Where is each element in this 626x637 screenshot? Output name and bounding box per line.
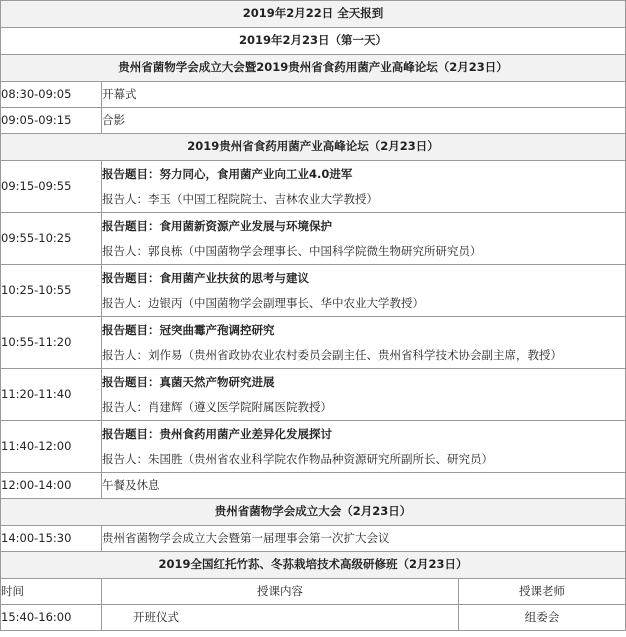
day-one-header: 2019年2月23日（第一天） bbox=[1, 28, 626, 55]
report-title: 报告题目：贵州食药用菌产业差异化发展探讨 bbox=[102, 426, 332, 441]
report-cell bbox=[102, 317, 626, 369]
report-row bbox=[1, 213, 626, 265]
time-cell: 09:55-10:25 bbox=[1, 213, 102, 265]
time-cell: 10:55-11:20 bbox=[1, 317, 102, 369]
report-cell bbox=[102, 213, 626, 265]
content-cell: 开幕式 bbox=[102, 82, 626, 108]
report-title: 报告题目：努力同心，食用菌产业向工业4.0进军 bbox=[102, 166, 353, 181]
forum-opening-header: 贵州省菌物学会成立大会暨2019贵州省食药用菌产业高峰论坛（2月23日） bbox=[1, 55, 626, 82]
time-cell: 12:00-14:00 bbox=[1, 473, 102, 499]
report-title: 报告题目：食用菌新资源产业发展与环境保护 bbox=[102, 218, 332, 233]
content-cell: 开班仪式 bbox=[102, 605, 459, 631]
society-header: 贵州省菌物学会成立大会（2月23日） bbox=[1, 499, 626, 526]
time-cell: 09:05-09:15 bbox=[1, 108, 102, 134]
report-speaker: 报告人：李玉（中国工程院院士、吉林农业大学教授） bbox=[102, 191, 378, 206]
report-row bbox=[1, 161, 626, 213]
registration-header: 2019年2月22日 全天报到 bbox=[1, 1, 626, 28]
time-cell: 11:40-12:00 bbox=[1, 421, 102, 473]
report-speaker: 报告人：朱国胜（贵州省农业科学院农作物品种资源研究所副所长、研究员） bbox=[102, 451, 493, 466]
time-cell: 14:00-15:30 bbox=[1, 526, 102, 552]
content-cell: 贵州省菌物学会成立大会暨第一届理事会第一次扩大会议 bbox=[102, 526, 626, 552]
report-row bbox=[1, 421, 626, 473]
report-row bbox=[1, 317, 626, 369]
report-cell bbox=[102, 369, 626, 421]
time-cell: 08:30-09:05 bbox=[1, 82, 102, 108]
report-row bbox=[1, 369, 626, 421]
report-row bbox=[1, 265, 626, 317]
column-header-row bbox=[1, 579, 626, 605]
content-cell: 合影 bbox=[102, 108, 626, 134]
column-header-content: 授课内容 bbox=[102, 579, 459, 605]
column-header-time: 时间 bbox=[1, 579, 102, 605]
schedule-row bbox=[1, 108, 626, 134]
column-header-teacher: 授课老师 bbox=[459, 579, 626, 605]
report-speaker: 报告人：刘作易（贵州省政协农业农村委员会副主任、贵州省科学技术协会副主席，教授） bbox=[102, 347, 562, 362]
report-cell bbox=[102, 161, 626, 213]
time-cell: 15:40-16:00 bbox=[1, 605, 102, 631]
training-header: 2019全国红托竹荪、冬荪栽培技术高级研修班（2月23日） bbox=[1, 552, 626, 579]
schedule-row bbox=[1, 605, 626, 631]
report-cell bbox=[102, 421, 626, 473]
time-cell: 11:20-11:40 bbox=[1, 369, 102, 421]
report-title: 报告题目：真菌天然产物研究进展 bbox=[102, 374, 275, 389]
report-title: 报告题目：食用菌产业扶贫的思考与建议 bbox=[102, 270, 309, 285]
time-cell: 10:25-10:55 bbox=[1, 265, 102, 317]
forum-header: 2019贵州省食药用菌产业高峰论坛（2月23日） bbox=[1, 134, 626, 161]
teacher-cell: 组委会 bbox=[459, 605, 626, 631]
report-speaker: 报告人：边银丙（中国菌物学会副理事长、华中农业大学教授） bbox=[102, 295, 424, 310]
schedule-row bbox=[1, 82, 626, 108]
schedule-row bbox=[1, 526, 626, 552]
report-cell bbox=[102, 265, 626, 317]
report-speaker: 报告人：肖建辉（遵义医学院附属医院教授） bbox=[102, 399, 332, 414]
report-title: 报告题目：冠突曲霉产孢调控研究 bbox=[102, 322, 275, 337]
report-speaker: 报告人：郭良栋（中国菌物学会理事长、中国科学院微生物研究所研究员） bbox=[102, 243, 482, 258]
content-cell: 午餐及休息 bbox=[102, 473, 626, 499]
time-cell: 09:15-09:55 bbox=[1, 161, 102, 213]
schedule-row bbox=[1, 473, 626, 499]
